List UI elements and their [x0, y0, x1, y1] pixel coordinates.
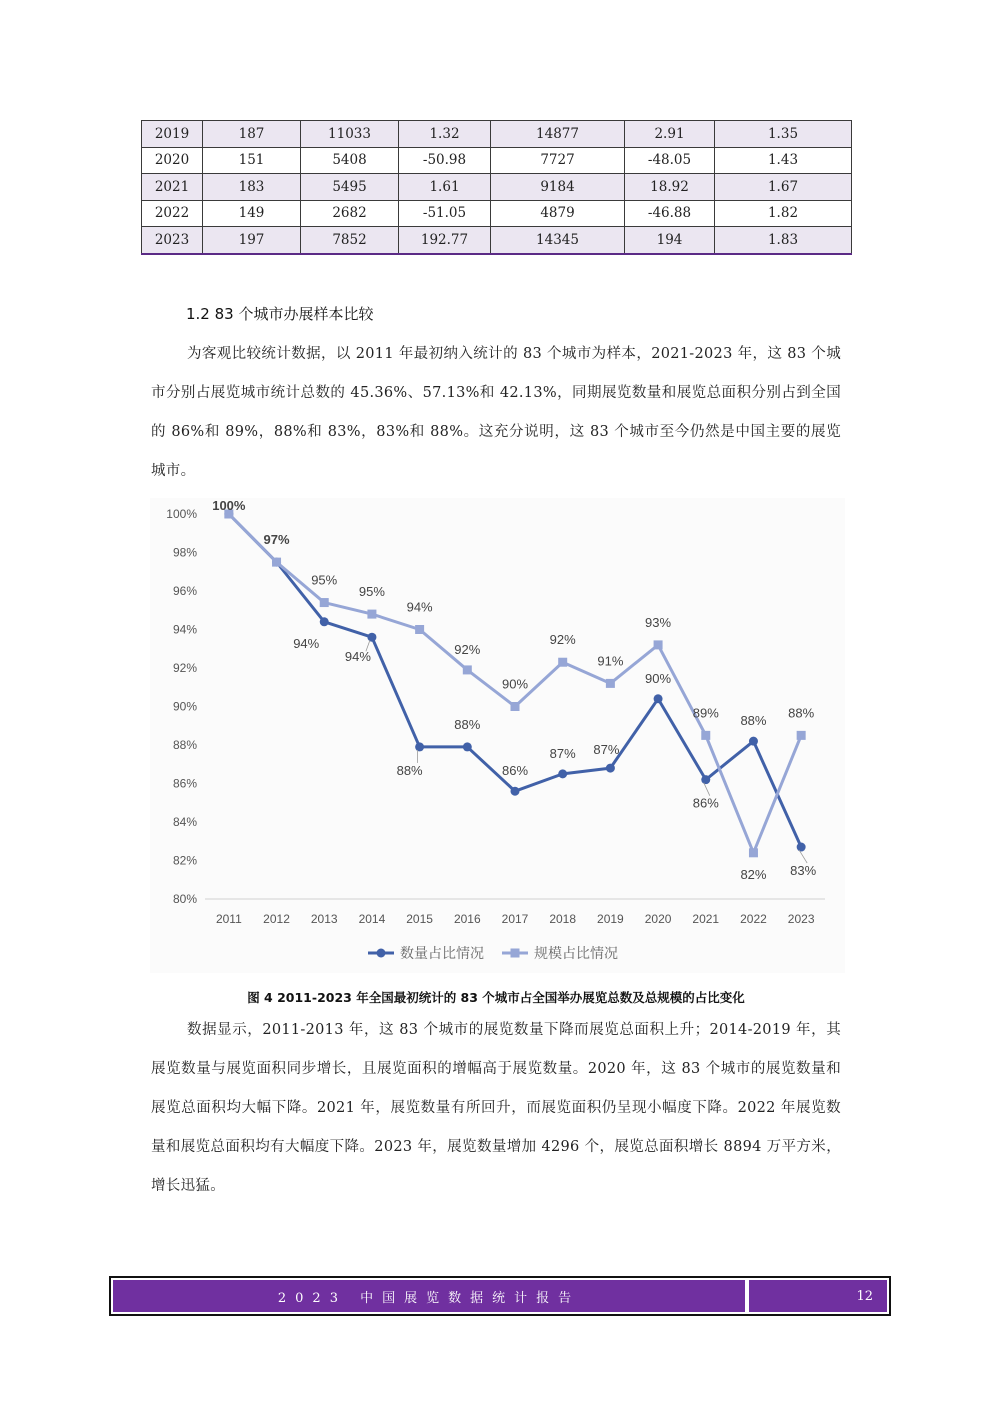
table-cell: 187	[203, 121, 301, 148]
y-tick-label: 96%	[172, 584, 197, 598]
table-cell: 7852	[301, 227, 399, 254]
data-label: 88%	[396, 762, 423, 778]
data-label: 97%	[263, 532, 290, 548]
page-footer	[109, 1276, 891, 1316]
y-tick-label: 80%	[172, 892, 197, 906]
x-tick-label: 2021	[692, 912, 720, 926]
table-cell: 18.92	[625, 174, 715, 201]
footer-title: 2023 中国展览数据统计报告	[113, 1280, 747, 1312]
data-point	[797, 843, 806, 852]
table-cell: 1.32	[399, 121, 491, 148]
table-cell: 9184	[491, 174, 625, 201]
y-tick-label: 90%	[172, 699, 197, 714]
table-cell: 2023	[142, 227, 203, 254]
x-tick-label: 2013	[310, 912, 338, 926]
table-cell: -48.05	[625, 147, 715, 174]
data-point	[797, 731, 806, 740]
data-point	[415, 625, 424, 634]
table-cell: 11033	[301, 121, 399, 148]
x-tick-label: 2011	[215, 912, 242, 926]
data-label: 94%	[406, 599, 433, 615]
table-row	[142, 200, 852, 227]
table-cell: 1.61	[399, 174, 491, 201]
table-cell: 1.67	[715, 174, 852, 201]
x-tick-label: 2017	[501, 912, 529, 926]
x-tick-label: 2012	[263, 912, 290, 926]
data-point	[558, 658, 567, 667]
table-cell: 151	[203, 147, 301, 174]
table-cell: 2682	[301, 200, 399, 227]
data-point	[654, 640, 663, 649]
data-point	[272, 558, 281, 567]
data-point	[606, 764, 615, 773]
paragraph-2	[151, 1011, 841, 1206]
y-tick-label: 84%	[172, 815, 197, 829]
x-tick-label: 2020	[644, 912, 672, 926]
line-chart	[150, 498, 845, 973]
data-point	[415, 742, 424, 751]
chart-svg	[150, 498, 845, 973]
table-cell: 1.82	[715, 200, 852, 227]
y-tick-label: 82%	[172, 853, 197, 868]
table-cell: 2021	[142, 174, 203, 201]
table-cell: 192.77	[399, 227, 491, 254]
table-cell: 1.35	[715, 121, 852, 148]
data-point	[320, 598, 329, 607]
table-cell: 2022	[142, 200, 203, 227]
y-tick-label: 92%	[172, 661, 197, 675]
data-point	[320, 617, 329, 626]
table-row	[142, 147, 852, 174]
data-point	[606, 679, 615, 688]
y-tick-label: 98%	[172, 545, 197, 560]
data-point	[701, 731, 710, 740]
leader-line	[799, 850, 807, 863]
data-label: 95%	[358, 584, 385, 600]
data-label: 83%	[790, 863, 817, 879]
legend-marker	[377, 949, 386, 958]
data-label: 88%	[454, 716, 481, 732]
data-point	[367, 610, 376, 619]
table-cell: -50.98	[399, 147, 491, 174]
table-row	[142, 121, 852, 148]
data-label: 86%	[692, 795, 719, 811]
table-cell: 197	[203, 227, 301, 254]
y-tick-label: 86%	[172, 776, 197, 791]
table-cell: 1.83	[715, 227, 852, 254]
data-label: 94%	[293, 635, 320, 651]
data-label: 88%	[788, 705, 815, 721]
x-tick-label: 2019	[597, 912, 624, 926]
data-point	[511, 702, 520, 711]
table-cell: 5408	[301, 147, 399, 174]
y-tick-label: 94%	[172, 622, 197, 637]
x-tick-label: 2023	[787, 912, 815, 926]
leader-line	[704, 783, 710, 796]
x-tick-label: 2022	[740, 912, 767, 926]
x-tick-label: 2015	[406, 912, 433, 926]
paragraph-2-text: 数据显示，2011-2013 年，这 83 个城市的展览数量下降而展览总面积上升；2014-2019 年，其展览数量与展览面积同步增长，且展览面积的增幅高于展览数量。2020 年，这 83 个城市的展览数量和展览总面积均大幅下降。2021 年，展览数量有所回升，而展览面积仍呈现小幅度下降。2022 年展览数量和展览总面积均有大幅度下降。2023 年，展览数量增加 4296 个，展览总面积增长 8894 万平方米，增长迅猛。	[151, 1022, 841, 1194]
data-point	[701, 775, 710, 784]
data-label: 82%	[740, 866, 767, 882]
legend-marker	[511, 949, 520, 958]
data-label: 92%	[549, 632, 576, 648]
data-point	[749, 848, 758, 857]
data-label: 89%	[692, 705, 719, 721]
data-table	[141, 120, 852, 255]
table-cell: 7727	[491, 147, 625, 174]
data-point	[511, 787, 520, 796]
y-tick-label: 100%	[166, 507, 197, 521]
y-tick-label: 88%	[172, 738, 197, 752]
table-cell: 14345	[491, 227, 625, 254]
data-label: 92%	[454, 641, 481, 657]
table-cell: -51.05	[399, 200, 491, 227]
table-cell: 194	[625, 227, 715, 254]
data-label: 87%	[549, 745, 576, 761]
table-cell: 1.43	[715, 147, 852, 174]
section-heading: 1.2 83 个城市办展样本比较	[186, 305, 374, 323]
x-tick-label: 2018	[549, 912, 577, 926]
table-row	[142, 174, 852, 201]
data-point	[749, 737, 758, 746]
x-tick-label: 2014	[358, 912, 386, 926]
data-label: 91%	[597, 653, 624, 669]
figure-caption: 图 4 2011-2023 年全国最初统计的 83 个城市占全国举办展览总数及总规模的占比变化	[247, 990, 745, 1005]
legend-label: 数量占比情况	[400, 946, 484, 962]
data-point	[463, 742, 472, 751]
paragraph-1-text: 为客观比较统计数据，以 2011 年最初纳入统计的 83 个城市为样本，2021-2023 年，这 83 个城市分别占展览城市统计总数的 45.36%、57.13%和 42.13%，同期展览数量和展览总面积分别占到全国的 86%和 89%，88%和 83%，83%和 88%。这充分说明，这 83 个城市至今仍然是中国主要的展览城市。	[151, 346, 841, 479]
data-label: 87%	[593, 742, 620, 758]
data-label: 95%	[311, 572, 338, 588]
table-cell: -46.88	[625, 200, 715, 227]
table-cell: 5495	[301, 174, 399, 201]
paragraph-1	[151, 335, 841, 491]
data-label: 86%	[501, 763, 529, 779]
page-number: 12	[749, 1280, 887, 1312]
x-tick-label: 2016	[453, 912, 481, 926]
data-point	[558, 769, 567, 778]
table-cell: 2020	[142, 147, 203, 174]
data-point	[463, 665, 472, 674]
data-point	[367, 633, 376, 642]
table-row	[142, 227, 852, 254]
data-label: 90%	[501, 676, 529, 692]
data-label: 88%	[740, 713, 767, 729]
table-cell: 4879	[491, 200, 625, 227]
table-cell: 2019	[142, 121, 203, 148]
table-cell: 183	[203, 174, 301, 201]
data-label: 100%	[212, 498, 246, 513]
table-cell: 2.91	[625, 121, 715, 148]
data-label: 94%	[344, 649, 371, 665]
statistics-table	[141, 120, 851, 255]
data-label: 93%	[645, 614, 672, 630]
data-label: 90%	[645, 670, 672, 686]
legend-label: 规模占比情况	[534, 946, 618, 962]
table-cell: 149	[203, 200, 301, 227]
data-point	[654, 694, 663, 703]
table-cell: 14877	[491, 121, 625, 148]
